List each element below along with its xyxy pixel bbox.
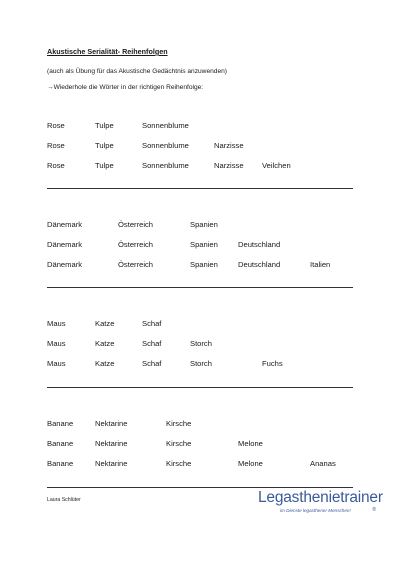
section-divider xyxy=(47,387,353,388)
word: Dänemark xyxy=(47,220,83,229)
word: Schaf xyxy=(142,319,162,328)
word: Schaf xyxy=(142,359,162,368)
word: Maus xyxy=(47,359,66,368)
word-row xyxy=(0,239,400,251)
author-name: Laura Schlüter xyxy=(47,497,81,503)
word: Narzisse xyxy=(214,161,244,170)
registered-mark: ® xyxy=(372,507,376,513)
word: Deutschland xyxy=(238,260,281,269)
word-row xyxy=(0,259,400,271)
word: Schaf xyxy=(142,339,162,348)
word: Rose xyxy=(47,161,65,170)
word: Storch xyxy=(190,339,212,348)
word: Österreich xyxy=(118,220,154,229)
word: Maus xyxy=(47,319,66,328)
word: Rose xyxy=(47,121,65,130)
word: Narzisse xyxy=(214,141,244,150)
word-row xyxy=(0,318,400,330)
section-divider xyxy=(47,188,353,189)
word: Tulpe xyxy=(95,121,114,130)
word: Storch xyxy=(190,359,212,368)
word: Rose xyxy=(47,141,65,150)
word: Österreich xyxy=(118,240,154,249)
word: Tulpe xyxy=(95,141,114,150)
word-row xyxy=(0,120,400,132)
word: Spanien xyxy=(190,240,218,249)
word: Sonnenblume xyxy=(142,141,189,150)
word: Melone xyxy=(238,439,263,448)
word: Sonnenblume xyxy=(142,121,189,130)
word: Katze xyxy=(95,359,115,368)
word: Österreich xyxy=(118,260,154,269)
word: Kirsche xyxy=(166,439,192,448)
word: Banane xyxy=(47,439,74,448)
section-divider xyxy=(47,287,353,288)
worksheet-instruction: →Wiederhole die Wörter in der richtigen Reihenfolge: xyxy=(47,84,204,91)
word: Sonnenblume xyxy=(142,161,189,170)
word: Katze xyxy=(95,319,115,328)
worksheet-subtitle: (auch als Übung für das Akustische Gedächtnis anzuwenden) xyxy=(47,68,227,75)
word-row xyxy=(0,338,400,350)
word: Nektarine xyxy=(95,419,128,428)
worksheet-title: Akustische Serialität- Reihenfolgen xyxy=(47,47,168,56)
word: Kirsche xyxy=(166,419,192,428)
word: Nektarine xyxy=(95,439,128,448)
legasthenietrainer-logo xyxy=(258,489,383,517)
word-row xyxy=(0,358,400,370)
word-row xyxy=(0,418,400,430)
word: Tulpe xyxy=(95,161,114,170)
word: Banane xyxy=(47,419,74,428)
word: Spanien xyxy=(190,260,218,269)
section-divider xyxy=(47,487,353,488)
word-row xyxy=(0,219,400,231)
word: Deutschland xyxy=(238,240,281,249)
word-row xyxy=(0,140,400,152)
word-row xyxy=(0,438,400,450)
word: Dänemark xyxy=(47,260,83,269)
word: Fuchs xyxy=(262,359,283,368)
word: Dänemark xyxy=(47,240,83,249)
word: Ananas xyxy=(310,459,336,468)
logo-wordmark: Legasthenietrainer xyxy=(258,489,383,506)
word-row xyxy=(0,160,400,172)
word: Katze xyxy=(95,339,115,348)
word: Melone xyxy=(238,459,263,468)
word-row xyxy=(0,458,400,470)
word: Veilchen xyxy=(262,161,291,170)
word: Italien xyxy=(310,260,331,269)
word: Spanien xyxy=(190,220,218,229)
word: Maus xyxy=(47,339,66,348)
word: Nektarine xyxy=(95,459,128,468)
logo-slogan: im Dienste legasthener Menschen! xyxy=(280,508,351,513)
word: Kirsche xyxy=(166,459,192,468)
word: Banane xyxy=(47,459,74,468)
